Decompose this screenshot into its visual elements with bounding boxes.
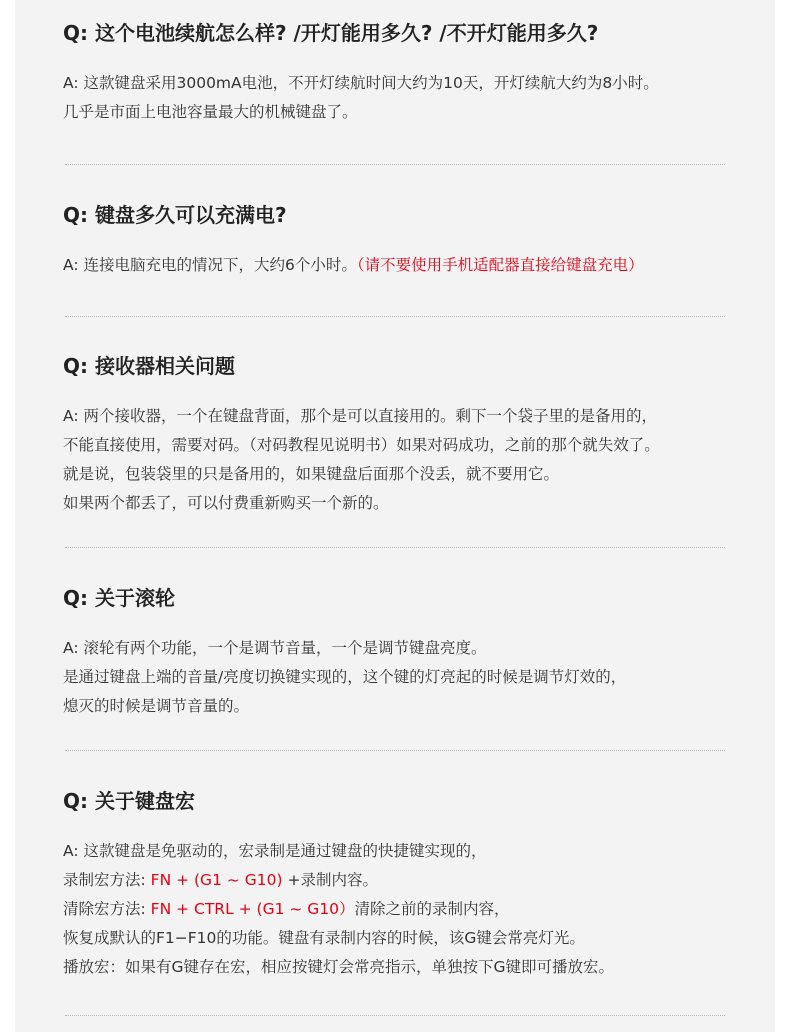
clear-macro-label: 清除宏方法: (63, 900, 151, 918)
faq-item-charging (63, 202, 775, 280)
faq-item-scroll-wheel (63, 585, 775, 721)
record-macro-line (63, 866, 775, 895)
record-macro-keys: FN + (G1 ~ G10) (150, 871, 283, 889)
faq-item-receiver (63, 353, 775, 518)
answer-macro (63, 837, 775, 982)
answer-line: A: 这款键盘是免驱动的，宏录制是通过键盘的快捷键实现的， (63, 842, 487, 860)
divider (65, 1015, 725, 1016)
question-charging: Q: 键盘多久可以充满电? (63, 203, 287, 227)
answer-line: 播放宏：如果有G键存在宏，相应按键灯会常亮指示，单独按下G键即可播放宏。 (63, 958, 615, 976)
answer-line: 熄灭的时候是调节音量的。 (63, 697, 250, 715)
answer-battery (63, 69, 775, 127)
question-macro: Q: 关于键盘宏 (63, 789, 195, 813)
answer-line: 不能直接使用，需要对码。（对码教程见说明书）如果对码成功，之前的那个就失效了。 (63, 436, 660, 454)
answer-line: 几乎是市面上电池容量最大的机械键盘了。 (63, 103, 358, 121)
faq-panel (15, 0, 775, 1032)
answer-line: 就是说，包装袋里的只是备用的，如果键盘后面那个没丢，就不要用它。 (63, 465, 560, 483)
answer-line: 是通过键盘上端的音量/亮度切换键实现的，这个键的灯亮起的时候是调节灯效的， (63, 668, 627, 686)
answer-line: 如果两个都丢了，可以付费重新购买一个新的。 (63, 494, 389, 512)
divider (65, 164, 725, 165)
record-macro-tail: +录制内容。 (282, 871, 378, 889)
divider (65, 750, 725, 751)
answer-line: A: 滚轮有两个功能，一个是调节音量，一个是调节键盘亮度。 (63, 639, 487, 657)
divider (65, 316, 725, 317)
clear-macro-line (63, 895, 775, 924)
answer-charging (63, 251, 775, 280)
faq-item-macro (63, 788, 775, 982)
clear-macro-tail: 清除之前的录制内容， (354, 900, 510, 918)
question-receiver: Q: 接收器相关问题 (63, 354, 235, 378)
answer-line (63, 251, 775, 280)
record-macro-label: 录制宏方法: (63, 871, 151, 889)
answer-line: A: 这款键盘采用3000mA电池，不开灯续航时间大约为10天，开灯续航大约为8小时。 (63, 74, 659, 92)
question-battery: Q: 这个电池续航怎么样? /开灯能用多久? /不开灯能用多久? (63, 21, 599, 45)
answer-receiver (63, 402, 775, 518)
faq-item-battery (63, 20, 775, 127)
charging-warning: （请不要使用手机适配器直接给键盘充电） (356, 256, 644, 274)
question-scroll-wheel: Q: 关于滚轮 (63, 586, 175, 610)
answer-text: A: 连接电脑充电的情况下，大约6个小时。 (63, 256, 357, 274)
answer-line: 恢复成默认的F1−F10的功能。键盘有录制内容的时候，该G键会常亮灯光。 (63, 929, 585, 947)
clear-macro-keys: FN + CTRL + (G1 ~ G10） (150, 900, 355, 918)
divider (65, 547, 725, 548)
answer-line: A: 两个接收器，一个在键盘背面，那个是可以直接用的。剩下一个袋子里的是备用的， (63, 407, 657, 425)
answer-scroll-wheel (63, 634, 775, 721)
